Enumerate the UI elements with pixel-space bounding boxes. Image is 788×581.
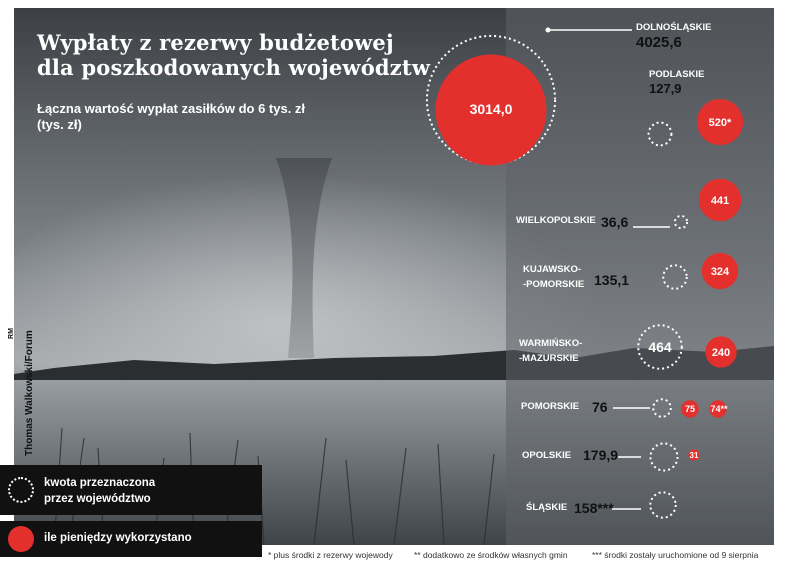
legend-used-label: ile pieniędzy wykorzystano [44, 532, 192, 544]
chart-subtitle-line-2: (tys. zł) [37, 117, 82, 132]
region-5-name-1: WARMIŃSKO- [519, 338, 583, 349]
region-2-used-value-1: 520* [708, 117, 732, 129]
region-4-used-value-1: 324 [710, 266, 730, 278]
chart-title-line-1: Wypłaty z rezerwy budżetowej [37, 30, 394, 55]
region-4-planned-value: 135,1 [594, 272, 630, 288]
region-4-name-1: KUJAWSKO- [523, 264, 582, 275]
legend-used [0, 521, 262, 557]
region-7-name-1: OPOLSKIE [522, 450, 572, 461]
region-4-planned-circle [663, 265, 686, 288]
region-8-planned-circle [650, 492, 675, 517]
region-1-name-1: DOLNOŚLĄSKIE [636, 22, 712, 33]
region-6-used-value-2: 74** [710, 404, 728, 414]
leader-dot-dolnoslaskie [546, 28, 551, 33]
region-7-used-value-1: 31 [689, 451, 699, 460]
region-7-planned-value: 179,9 [583, 447, 619, 463]
region-5-name-2: -MAZURSKIE [519, 353, 579, 364]
region-2-name-1: PODLASKIE [649, 69, 705, 80]
region-8-name-1: ŚLĄSKIE [526, 502, 568, 513]
region-2-planned-value: 127,9 [649, 81, 682, 96]
footnote-1: * plus środki z rezerwy wojewody [268, 550, 393, 560]
region-2-planned-circle [649, 123, 672, 146]
footnote-3: *** środki zostały uruchomione od 9 sierpnia [592, 550, 759, 560]
red-circle-icon [8, 526, 34, 552]
region-7-planned-circle [650, 443, 677, 470]
region-5-planned-value: 464 [648, 339, 672, 355]
region-3-planned-value: 36,6 [601, 214, 629, 230]
legend-planned-label-1: kwota przeznaczona [44, 477, 156, 489]
footnote-2: ** dodatkowo ze środków własnych gmin [414, 550, 568, 560]
legend-planned-label-2: przez województwo [44, 493, 151, 505]
photo-credit: Thomas Walkowski/Forum [24, 330, 35, 456]
region-1-planned-value: 4025,6 [636, 34, 682, 51]
region-3-name-1: WIELKOPOLSKIE [516, 215, 596, 226]
dotted-circle-icon [8, 477, 34, 503]
region-8-planned-value: 158*** [574, 500, 614, 516]
photo-credit-tag: RM [7, 328, 15, 339]
region-4-name-2: -POMORSKIE [523, 279, 585, 290]
chart-title-line-2: dla poszkodowanych województw [37, 55, 431, 80]
region-6-name-1: POMORSKIE [521, 401, 580, 412]
region-3-used-value-1: 441 [710, 195, 730, 207]
region-1-used-value-1: 3014,0 [469, 101, 513, 117]
region-3-planned-circle [675, 216, 687, 228]
region-6-planned-value: 76 [592, 399, 608, 415]
region-6-planned-circle [653, 399, 671, 417]
legend-planned [0, 465, 262, 515]
chart-subtitle-line-1: Łączna wartość wypłat zasiłków do 6 tys. zł [37, 101, 306, 116]
region-6-used-value-1: 75 [684, 404, 696, 414]
region-5-used-value-1: 240 [711, 347, 731, 359]
